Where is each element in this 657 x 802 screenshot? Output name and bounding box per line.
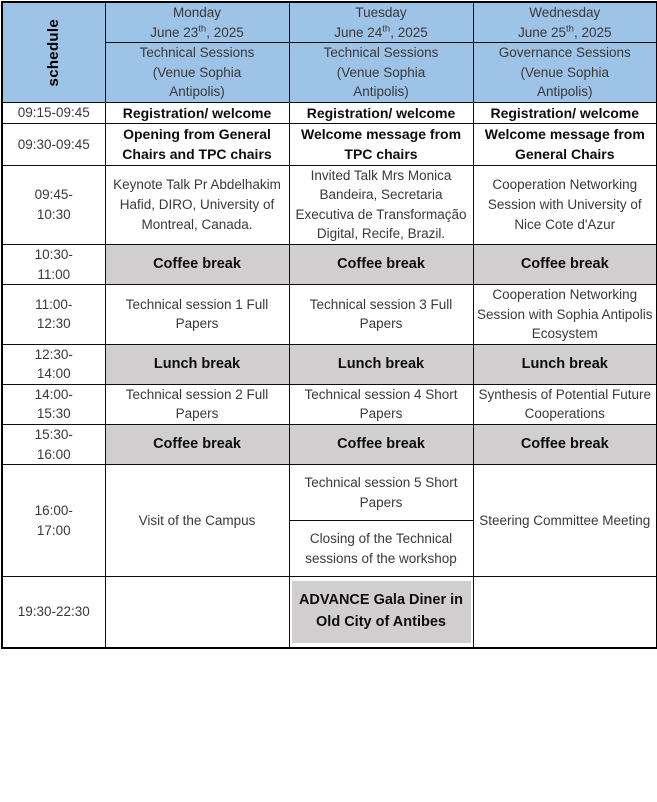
header-venue-wednesday-line1: Governance Sessions — [498, 45, 631, 61]
time-slot-3-line1: 10:30- — [34, 246, 73, 262]
table-row — [2, 165, 657, 244]
header-date-ordinal-wednesday: th — [566, 23, 574, 35]
session-4-wednesday: Cooperation Networking Session with Sophia Antipolis Ecosystem — [473, 285, 657, 345]
header-date-monday — [106, 23, 289, 43]
session-9-monday — [105, 577, 289, 648]
session-7-wednesday: Coffee break — [473, 425, 657, 465]
time-slot-2 — [2, 165, 105, 244]
schedule-label-text: schedule — [44, 18, 62, 87]
time-slot-7 — [2, 425, 105, 465]
header-day-monday — [105, 2, 289, 43]
header-date-wednesday — [474, 23, 657, 43]
table-row — [2, 285, 657, 345]
session-9-tuesday — [289, 577, 473, 648]
header-venue-wednesday — [473, 43, 657, 103]
header-day-name-monday: Monday — [172, 5, 222, 20]
session-8-tuesday-top-row — [290, 465, 473, 521]
session-8-tuesday-top: Technical session 5 Short Papers — [290, 465, 473, 521]
header-venue-tuesday — [289, 43, 473, 103]
header-date-ordinal-tuesday: th — [382, 23, 391, 35]
header-date-prefix-tuesday: June 24 — [334, 24, 383, 40]
header-date-suffix-tuesday: , 2025 — [390, 24, 428, 40]
session-5-monday: Lunch break — [105, 344, 289, 384]
header-day-name-tuesday: Tuesday — [355, 5, 407, 20]
header-date-suffix-monday: , 2025 — [206, 24, 244, 40]
time-slot-4-line1: 11:00- — [35, 296, 73, 312]
table-row — [2, 577, 657, 648]
time-slot-3-line2: 11:00 — [37, 266, 71, 282]
time-slot-6 — [2, 384, 105, 424]
session-5-wednesday: Lunch break — [473, 344, 657, 384]
time-slot-2-line1: 09:45- — [34, 187, 73, 203]
table-row — [2, 384, 657, 424]
time-slot-3 — [2, 244, 105, 284]
session-2-tuesday: Invited Talk Mrs Monica Bandeira, Secretaria Executiva de Transformação Digital, Recife, Brazil. — [289, 165, 473, 244]
session-3-wednesday: Coffee break — [473, 244, 657, 284]
session-7-monday: Coffee break — [105, 425, 289, 465]
time-slot-8-line1: 16:00- — [34, 503, 73, 519]
header-row-days — [2, 2, 657, 43]
header-date-suffix-wednesday: , 2025 — [573, 24, 612, 40]
conference-schedule-table — [1, 1, 657, 649]
header-day-wednesday — [473, 2, 657, 43]
session-1-tuesday: Welcome message from TPC chairs — [289, 124, 473, 166]
session-5-tuesday: Lunch break — [289, 344, 473, 384]
session-4-monday: Technical session 1 Full Papers — [105, 285, 289, 345]
gala-dinner-banner: ADVANCE Gala Diner in Old City of Antibes — [292, 581, 471, 643]
header-venue-tuesday-line1: Technical Sessions — [323, 45, 439, 61]
header-venue-wednesday-line3: Antipolis) — [536, 84, 593, 100]
schedule-corner-label — [2, 2, 105, 102]
session-0-wednesday: Registration/ welcome — [473, 102, 657, 123]
time-slot-2-line2: 10:30 — [36, 206, 71, 222]
session-8-tuesday-bottom: Closing of the Technical sessions of the workshop — [305, 531, 457, 566]
session-2-monday: Keynote Talk Pr Abdelhakim Hafid, DIRO, University of Montreal, Canada. — [105, 165, 289, 244]
table-row — [2, 124, 657, 166]
time-slot-5-line2: 14:00 — [36, 366, 71, 382]
session-8-tuesday-inner-table — [290, 465, 473, 576]
header-venue-tuesday-line2: (Venue Sophia — [336, 64, 426, 80]
time-slot-4 — [2, 285, 105, 345]
header-venue-monday-line2: (Venue Sophia — [152, 64, 242, 80]
time-slot-8 — [2, 465, 105, 577]
table-row — [2, 344, 657, 384]
session-8-tuesday-split — [289, 465, 473, 577]
session-6-monday: Technical session 2 Full Papers — [105, 384, 289, 424]
header-venue-monday-line1: Technical Sessions — [139, 45, 255, 61]
header-date-prefix-monday: June 23 — [150, 24, 199, 40]
header-date-ordinal-monday: th — [198, 23, 207, 35]
time-slot-1: 09:30-09:45 — [2, 124, 105, 166]
table-row — [2, 244, 657, 284]
header-day-name-wednesday: Wednesday — [529, 5, 601, 20]
time-slot-6-line2: 15:30 — [36, 406, 71, 422]
session-1-wednesday: Welcome message from General Chairs — [473, 124, 657, 166]
session-1-monday: Opening from General Chairs and TPC chairs — [105, 124, 289, 166]
session-3-tuesday: Coffee break — [289, 244, 473, 284]
session-0-tuesday: Registration/ welcome — [289, 102, 473, 123]
session-8-monday: Visit of the Campus — [105, 465, 289, 577]
schedule-page — [0, 1, 657, 802]
time-slot-5 — [2, 344, 105, 384]
session-8-tuesday-bottom-row — [290, 521, 473, 577]
table-row — [2, 102, 657, 123]
session-7-tuesday: Coffee break — [289, 425, 473, 465]
time-slot-7-line1: 15:30- — [34, 427, 73, 443]
time-slot-9: 19:30-22:30 — [2, 577, 105, 648]
time-slot-5-line1: 12:30- — [34, 346, 73, 362]
time-slot-7-line2: 16:00 — [36, 446, 71, 462]
session-6-tuesday: Technical session 4 Short Papers — [289, 384, 473, 424]
header-venue-monday-line3: Antipolis) — [169, 84, 225, 100]
session-4-tuesday: Technical session 3 Full Papers — [289, 285, 473, 345]
session-3-monday: Coffee break — [105, 244, 289, 284]
header-day-tuesday — [289, 2, 473, 43]
session-2-wednesday: Cooperation Networking Session with University of Nice Cote d'Azur — [473, 165, 657, 244]
header-venue-tuesday-line3: Antipolis) — [353, 84, 409, 100]
session-0-monday: Registration/ welcome — [105, 102, 289, 123]
table-row — [2, 465, 657, 577]
header-date-tuesday — [290, 23, 473, 43]
header-date-prefix-wednesday: June 25 — [517, 24, 567, 40]
time-slot-6-line1: 14:00- — [34, 386, 73, 402]
time-slot-0: 09:15-09:45 — [2, 102, 105, 123]
table-row — [2, 425, 657, 465]
header-venue-monday — [105, 43, 289, 103]
session-6-wednesday: Synthesis of Potential Future Cooperations — [473, 384, 657, 424]
session-9-wednesday — [473, 577, 657, 648]
time-slot-8-line2: 17:00 — [36, 522, 71, 538]
header-venue-wednesday-line2: (Venue Sophia — [520, 64, 610, 80]
time-slot-4-line2: 12:30 — [36, 316, 71, 332]
session-8-wednesday: Steering Committee Meeting — [473, 465, 657, 577]
